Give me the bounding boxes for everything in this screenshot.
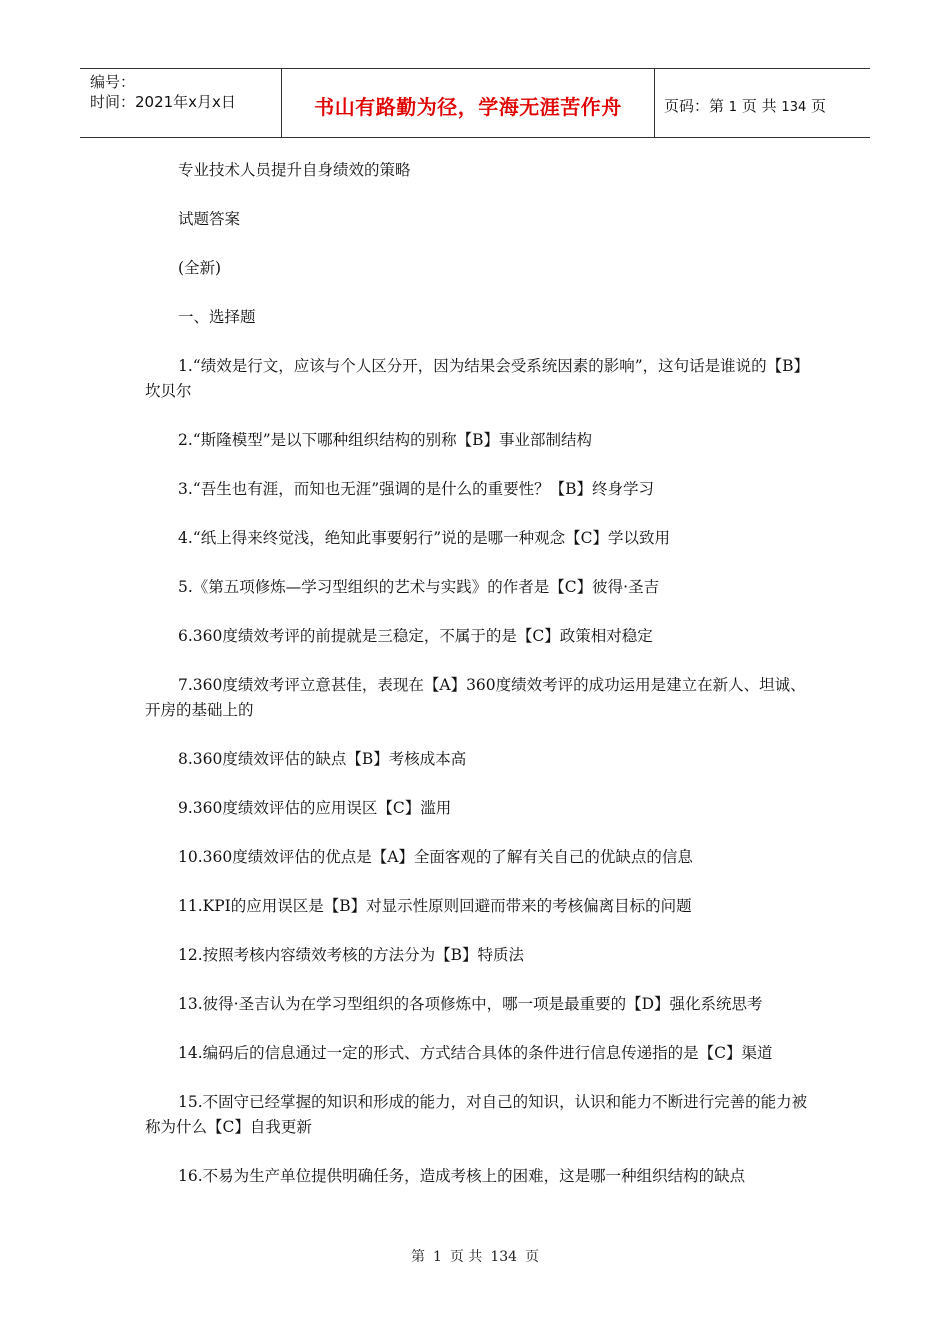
header-page-suffix: 页 xyxy=(811,97,827,115)
document-number-label: 编号： xyxy=(90,73,136,91)
footer-page-total: 134 xyxy=(490,1249,518,1265)
question-item: 1.“绩效是行文，应该与个人区分开，因为结果会受系统因素的影响”，这句话是谁说的【B】坎贝尔 xyxy=(145,357,802,400)
header-motto: 书山有路勤为径，学海无涯苦作舟 xyxy=(314,95,622,119)
question-item: 8.360度绩效评估的缺点【B】考核成本高 xyxy=(178,750,467,768)
question-item: 10.360度绩效评估的优点是【A】全面客观的了解有关自己的优缺点的信息 xyxy=(178,848,693,866)
header-motto-cell xyxy=(281,69,655,137)
question-item: 3.“吾生也有涯，而知也无涯”强调的是什么的重要性？【B】终身学习 xyxy=(178,480,655,498)
question-item: 6.360度绩效考评的前提就是三稳定，不属于的是【C】政策相对稳定 xyxy=(178,627,653,645)
document-edition: (全新) xyxy=(178,259,222,277)
header-page-mid: 页 共 xyxy=(741,97,777,115)
document-date-label: 时间：2021年x月x日 xyxy=(90,93,236,111)
page-footer xyxy=(0,1246,950,1266)
page-header xyxy=(80,68,870,138)
footer-page-current: 1 xyxy=(432,1249,442,1265)
header-page-total: 134 xyxy=(781,100,807,115)
document-body xyxy=(145,158,809,1189)
footer-page-suffix: 页 xyxy=(525,1249,540,1265)
document-subtitle: 试题答案 xyxy=(178,210,241,228)
section-heading: 一、选择题 xyxy=(178,308,256,326)
header-meta-cell xyxy=(80,69,281,137)
question-item: 16.不易为生产单位提供明确任务，造成考核上的困难，这是哪一种组织结构的缺点 xyxy=(178,1167,746,1185)
question-item: 13.彼得·圣吉认为在学习型组织的各项修炼中，哪一项是最重要的【D】强化系统思考 xyxy=(178,995,763,1013)
question-item: 15.不固守已经掌握的知识和形成的能力，对自己的知识，认识和能力不断进行完善的能力被称为什么【C】自我更新 xyxy=(145,1093,808,1136)
footer-page-prefix: 第 xyxy=(410,1249,425,1265)
header-page-prefix: 页码：第 xyxy=(664,97,725,115)
header-page-info xyxy=(664,95,826,116)
question-item: 5.《第五项修炼—学习型组织的艺术与实践》的作者是【C】彼得·圣吉 xyxy=(178,578,660,596)
question-item: 4.“纸上得来终觉浅，绝知此事要躬行”说的是哪一种观念【C】学以致用 xyxy=(178,529,670,547)
question-item: 2.“斯隆模型”是以下哪种组织结构的别称【B】事业部制结构 xyxy=(178,431,593,449)
question-item: 9.360度绩效评估的应用误区【C】滥用 xyxy=(178,799,452,817)
footer-page-mid: 页 共 xyxy=(449,1249,483,1265)
document-title: 专业技术人员提升自身绩效的策略 xyxy=(178,161,411,179)
header-page-current: 1 xyxy=(728,100,738,115)
question-item: 7.360度绩效考评立意甚佳，表现在【A】360度绩效考评的成功运用是建立在新人、坦诚、开房的基础上的 xyxy=(145,676,806,719)
header-page-cell xyxy=(654,69,870,137)
question-item: 12.按照考核内容绩效考核的方法分为【B】特质法 xyxy=(178,946,525,964)
question-item: 14.编码后的信息通过一定的形式、方式结合具体的条件进行信息传递指的是【C】渠道 xyxy=(178,1044,773,1062)
question-item: 11.KPI的应用误区是【B】对显示性原则回避而带来的考核偏离目标的问题 xyxy=(178,897,692,915)
